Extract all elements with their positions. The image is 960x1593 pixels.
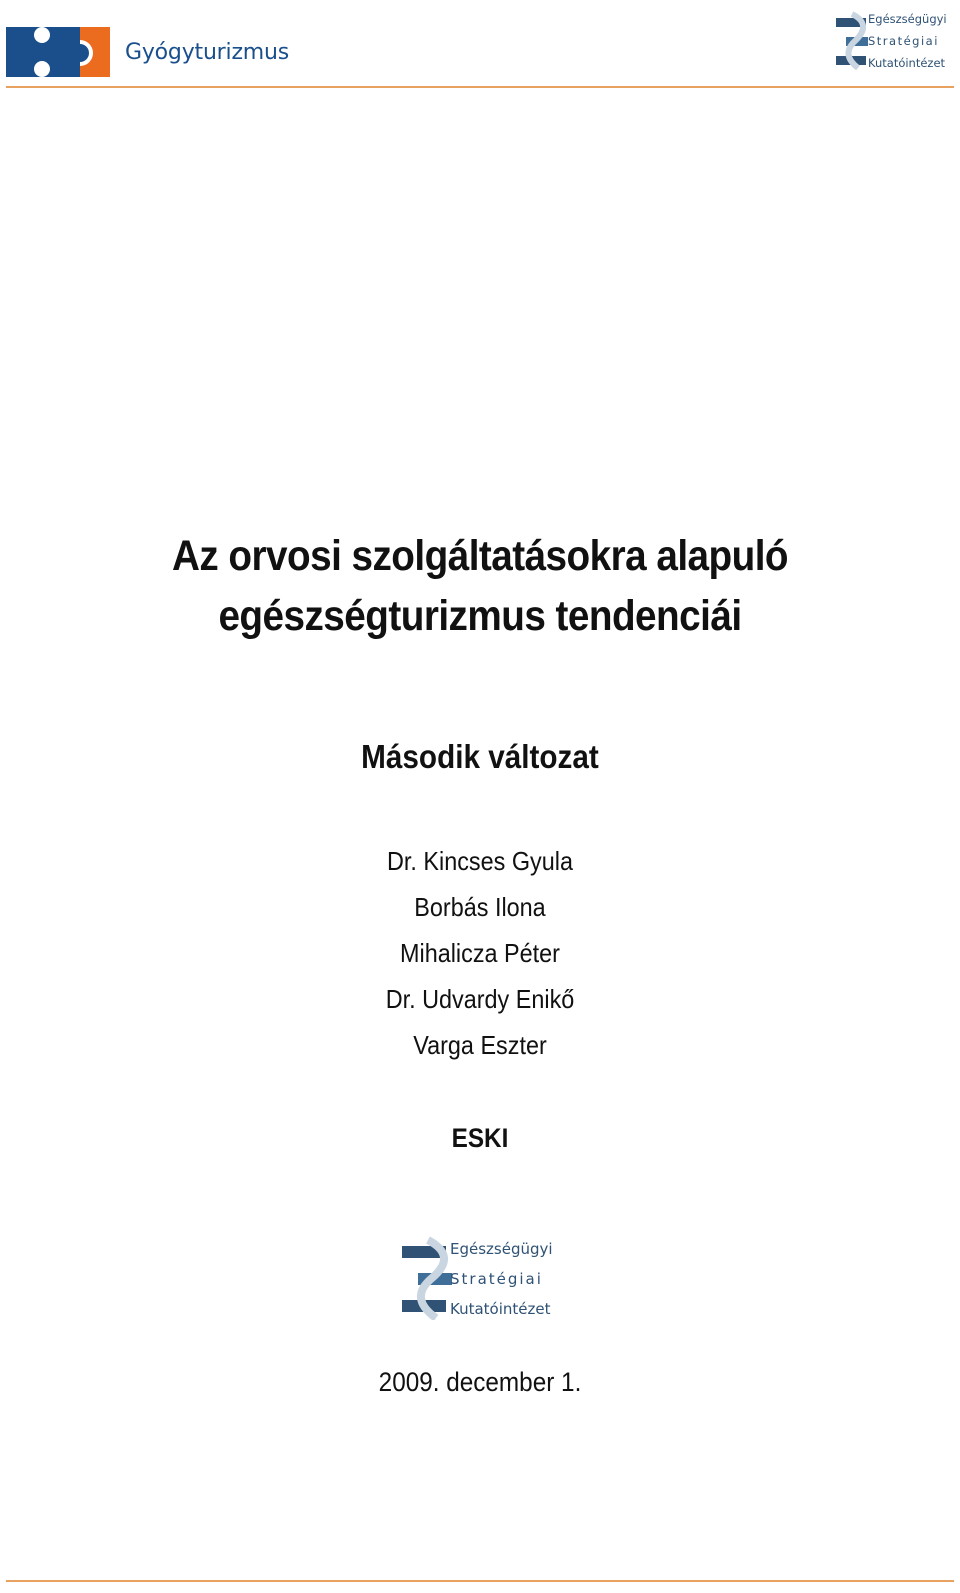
eski-logo-large	[398, 1236, 568, 1322]
author-4: Dr. Udvardy Enikő	[385, 984, 575, 1014]
document-date: 2009. december 1.	[378, 1367, 582, 1397]
eski-small-line-3: Kutatóintézet	[868, 56, 946, 70]
eski-emblem-icon	[832, 10, 872, 70]
eski-small-line-2: Stratégiai	[868, 34, 939, 48]
header-divider	[6, 86, 954, 88]
eski-small-line-1: Egészségügyi	[868, 12, 947, 26]
eski-large-line-3: Kutatóintézet	[450, 1300, 551, 1318]
author-2: Borbás Ilona	[414, 892, 546, 922]
puzzle-logo-icon	[6, 27, 116, 79]
author-3: Mihalicza Péter	[400, 938, 560, 968]
organization-name: ESKI	[451, 1123, 509, 1153]
document-subtitle: Második változat	[361, 738, 599, 775]
eski-logo-small	[832, 10, 950, 74]
eski-large-line-1: Egészségügyi	[450, 1240, 553, 1258]
author-5: Varga Eszter	[413, 1030, 547, 1060]
gyogyturizmus-logo-text: Gyógyturizmus	[125, 40, 290, 65]
document-title-line-2: egészségturizmus tendenciái	[218, 592, 742, 640]
document-title-line-1: Az orvosi szolgáltatásokra alapuló	[171, 532, 789, 580]
eski-emblem-large-icon	[398, 1236, 458, 1320]
author-list	[0, 838, 960, 1068]
eski-large-line-2: Stratégiai	[450, 1270, 543, 1288]
author-1: Dr. Kincses Gyula	[387, 846, 573, 876]
footer-divider	[6, 1580, 954, 1582]
